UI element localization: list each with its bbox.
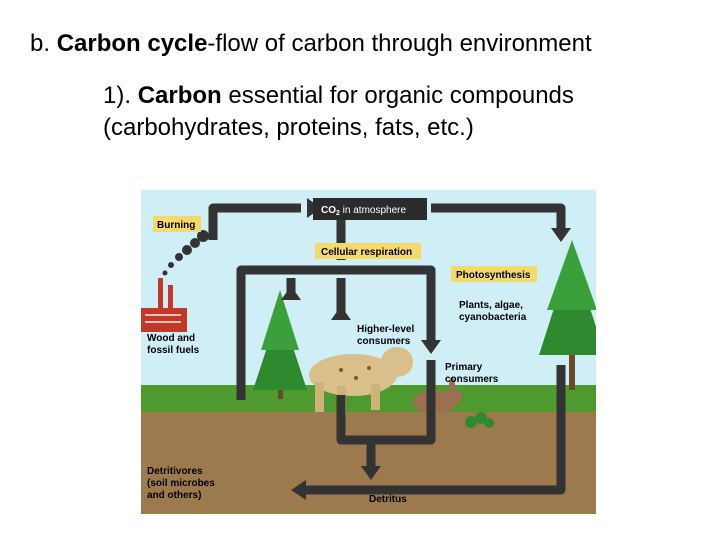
- higher-consumers-label: Higher-level consumers: [357, 324, 415, 347]
- bullet-text: essential for organic compounds (carbohydrates, proteins, fats, etc.): [103, 82, 574, 141]
- heading-prefix: b.: [30, 30, 51, 57]
- bullet-prefix: 1).: [103, 82, 132, 109]
- detritus-label: Detritus: [369, 494, 407, 505]
- primary-consumers-label: Primary consumers: [445, 362, 499, 385]
- bullet-term: Carbon: [137, 82, 222, 109]
- slide-heading: [30, 30, 592, 58]
- co2-label: $CO_2$ in atmosphere: [321, 205, 407, 217]
- heading-definition: -flow of carbon through environment: [207, 30, 592, 57]
- detritivores-label: Detritivores (soil microbes and others): [147, 466, 215, 501]
- heading-term: Carbon cycle: [56, 30, 208, 57]
- fossil-fuels-label: Wood and fossil fuels: [147, 333, 200, 356]
- bullet-point: [103, 80, 663, 144]
- producers-label: Plants, algae, cyanobacteria: [459, 300, 527, 323]
- photosynthesis-label: Photosynthesis: [456, 270, 531, 281]
- carbon-cycle-diagram: [141, 190, 596, 514]
- respiration-label: Cellular respiration: [321, 247, 413, 258]
- burning-label: Burning: [157, 220, 196, 231]
